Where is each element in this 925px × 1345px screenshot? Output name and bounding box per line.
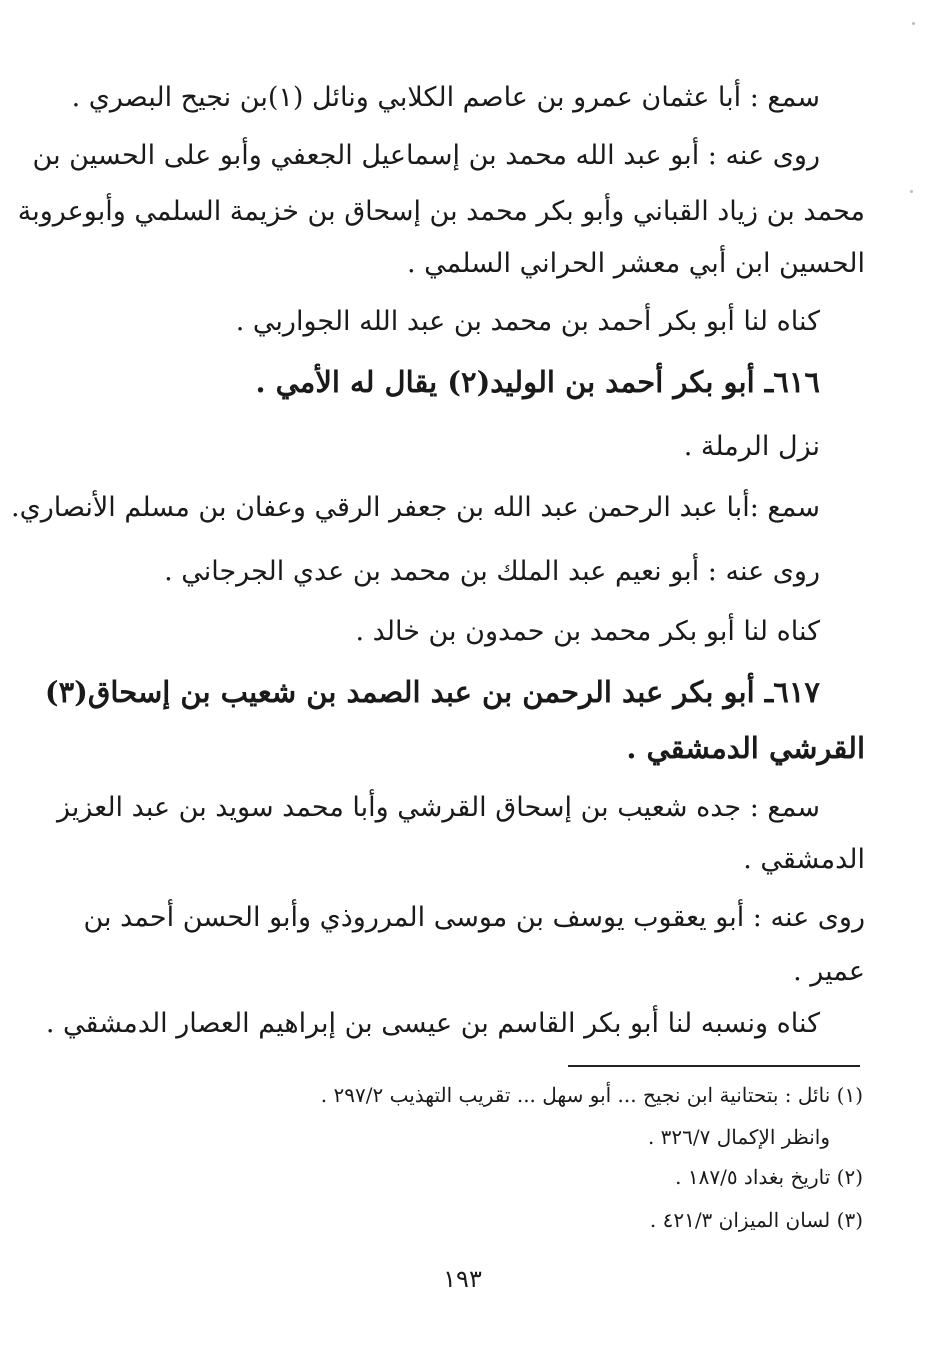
entry-617-heard-from: سمع : جده شعيب بن إسحاق القرشي وأبا محمد سويد بن عبد العزيز xyxy=(57,792,820,823)
footnote-3: (٣) لسان الميزان ٤٢١/٣ . xyxy=(649,1208,863,1232)
entry-615-narrated-by-cont: محمد بن زياد القباني وأبو بكر محمد بن إسحاق بن خزيمة السلمي وأبوعروبة xyxy=(17,196,865,227)
entry-617-narrated-by: روى عنه : أبو يعقوب يوسف بن موسى المرروذي وأبو الحسن أحمد بن xyxy=(83,902,865,933)
page-number: ١٩٣ xyxy=(443,1265,482,1293)
entry-616-residence: نزل الرملة . xyxy=(683,431,820,462)
entry-616-kunya: كناه لنا أبو بكر محمد بن حمدون بن خالد . xyxy=(355,616,820,647)
entry-617-narrated-by-cont: عمير . xyxy=(793,956,865,987)
entry-615-kunya: كناه لنا أبو بكر أحمد بن محمد بن عبد الله الجواربي . xyxy=(235,306,820,337)
footnote-1-cont: وانظر الإكمال ٣٢٦/٧ . xyxy=(647,1125,830,1149)
entry-617-heading: ٦١٧ـ أبو بكر عبد الرحمن بن عبد الصمد بن شعيب بن إسحاق(٣) xyxy=(44,675,820,709)
entry-616-heading: ٦١٦ـ أبو بكر أحمد بن الوليد(٢) يقال له الأمي . xyxy=(255,365,820,399)
entry-616-heard-from: سمع :أبا عبد الرحمن عبد الله بن جعفر الرقي وعفان بن مسلم الأنصاري. xyxy=(11,492,820,523)
scan-speck xyxy=(910,190,913,193)
entry-617-heard-from-cont: الدمشقي . xyxy=(743,844,865,875)
footnote-divider xyxy=(568,1065,860,1067)
footnote-2: (٢) تاريخ بغداد ١٨٧/٥ . xyxy=(675,1165,863,1189)
entry-615-heard-from: سمع : أبا عثمان عمرو بن عاصم الكلابي ونائل (١)بن نجيح البصري . xyxy=(71,82,820,113)
entry-617-kunya: كناه ونسبه لنا أبو بكر القاسم بن عيسى بن إبراهيم العصار الدمشقي . xyxy=(45,1008,820,1039)
entry-615-narrated-by-end: الحسين ابن أبي معشر الحراني السلمي . xyxy=(406,248,865,279)
entry-615-narrated-by: روى عنه : أبو عبد الله محمد بن إسماعيل الجعفي وأبو على الحسين بن xyxy=(32,140,820,171)
entry-616-narrated-by: روى عنه : أبو نعيم عبد الملك بن محمد بن عدي الجرجاني . xyxy=(164,556,820,587)
entry-617-heading-cont: القرشي الدمشقي . xyxy=(626,731,865,765)
footnote-1: (١) نائل : بتحتانية ابن نجيح ... أبو سهل ... تقريب التهذيب ٢٩٧/٢ . xyxy=(320,1083,863,1107)
scan-speck xyxy=(912,22,915,25)
